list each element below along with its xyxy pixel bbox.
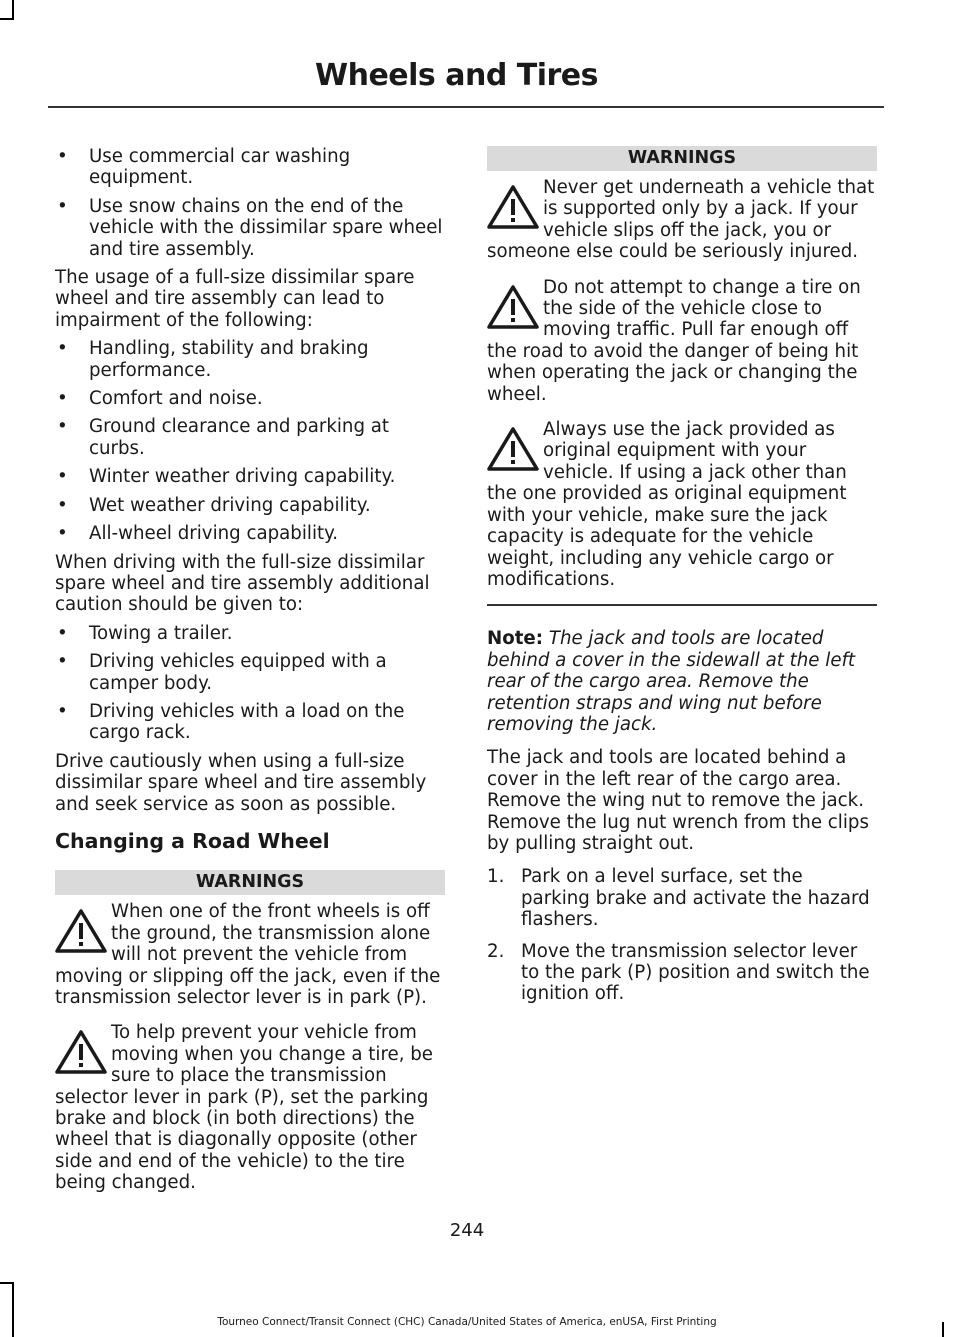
page-title: Wheels and Tires: [315, 58, 598, 93]
warning-triangle-icon: [487, 177, 543, 237]
list-item: • Use snow chains on the end of the vehicle with the dissimilar spare wheel and tire assembly.: [57, 195, 443, 260]
section-heading: Changing a Road Wheel: [55, 828, 330, 853]
crop-mark-bottom-left-h: [0, 1282, 14, 1284]
warning-item: Always use the jack provided as original equipment with your vehicle. If using a jack other than the one provided as original equipment with your vehicle, make sure the jack capacity is adequate for the vehicle weight, including any vehicle cargo or modifications.: [487, 419, 847, 590]
warnings-heading: WARNINGS: [55, 870, 445, 895]
footer-edition: Tourneo Connect/Transit Connect (CHC) Canada/United States of America, enUSA, First Printing: [217, 1316, 717, 1328]
list-item: • Use commercial car washing equipment.: [57, 146, 351, 189]
paragraph: When driving with the full-size dissimilar spare wheel and tire assembly additional caution should be given to:: [55, 551, 430, 616]
warning-item: To help prevent your vehicle from moving when you change a tire, be sure to place the transmission selector lever in park (P), set the parking brake and block (in both directions) the wheel that is diagonally opposite (other side and end of the vehicle) to the tire being changed.: [55, 1022, 434, 1194]
note-label: Note:: [487, 628, 544, 650]
step-item: 2. Move the transmission selector lever to the park (P) position and switch the ignition off.: [487, 940, 870, 1005]
list-item: • Handling, stability and braking performance.: [57, 338, 369, 381]
warning-item: Do not attempt to change a tire on the side of the vehicle close to moving traffic. Pull far enough off the road to avoid the danger of being hit when operating the jack or changing the wheel.: [487, 276, 861, 405]
paragraph: The jack and tools are located behind a cover in the left rear of the cargo area. Remove the wing nut to remove the jack. Remove the lug nut wrench from the clips by pulling straight out.: [487, 747, 869, 854]
warning-triangle-icon: [487, 277, 543, 337]
list-item: • Driving vehicles equipped with a camper body.: [57, 651, 387, 694]
warning-item: Never get underneath a vehicle that is supported only by a jack. If your vehicle slips off the jack, you or someone else could be seriously injured.: [487, 177, 875, 263]
warnings-heading: WARNINGS: [487, 146, 877, 171]
step-item: 1. Park on a level surface, set the parking brake and activate the hazard flashers.: [487, 866, 870, 931]
warning-triangle-icon: [55, 901, 111, 961]
list-item: • Towing a trailer.: [57, 622, 233, 644]
list-item: • All-wheel driving capability.: [57, 523, 339, 545]
crop-mark-top-left: [12, 0, 14, 20]
crop-mark-bottom-left: [12, 1282, 14, 1337]
paragraph: The usage of a full-size dissimilar spare wheel and tire assembly can lead to impairment of the following:: [55, 267, 415, 331]
warning-item: When one of the front wheels is off the ground, the transmission alone will not prevent the vehicle from moving or slipping off the jack, even if the transmission selector lever is in park (P).: [55, 901, 441, 1008]
warnings-bottom-rule: [487, 604, 877, 606]
warning-triangle-icon: [55, 1022, 111, 1082]
page-number: 244: [449, 1220, 485, 1241]
warning-triangle-icon: [487, 419, 543, 479]
left-column: [55, 146, 445, 1208]
list-item: • Driving vehicles with a load on the cargo rack.: [57, 700, 405, 744]
crop-mark-top-left-h: [0, 18, 14, 20]
header-rule: [48, 106, 884, 108]
list-item: • Wet weather driving capability.: [57, 494, 371, 516]
list-item: • Comfort and noise.: [57, 388, 263, 410]
paragraph: Drive cautiously when using a full-size dissimilar spare wheel and tire assembly and seek service as soon as possible.: [55, 750, 427, 815]
list-item: • Ground clearance and parking at curbs.: [57, 416, 390, 459]
right-column: [487, 146, 877, 1015]
note-text: The jack and tools are located behind a cover in the sidewall at the left rear of the cargo area. Remove the retention straps and wing nut before removing the jack.: [487, 628, 856, 735]
list-item: • Winter weather driving capability.: [57, 466, 396, 488]
note: [487, 628, 877, 735]
crop-mark-bottom-right: [942, 1322, 944, 1337]
